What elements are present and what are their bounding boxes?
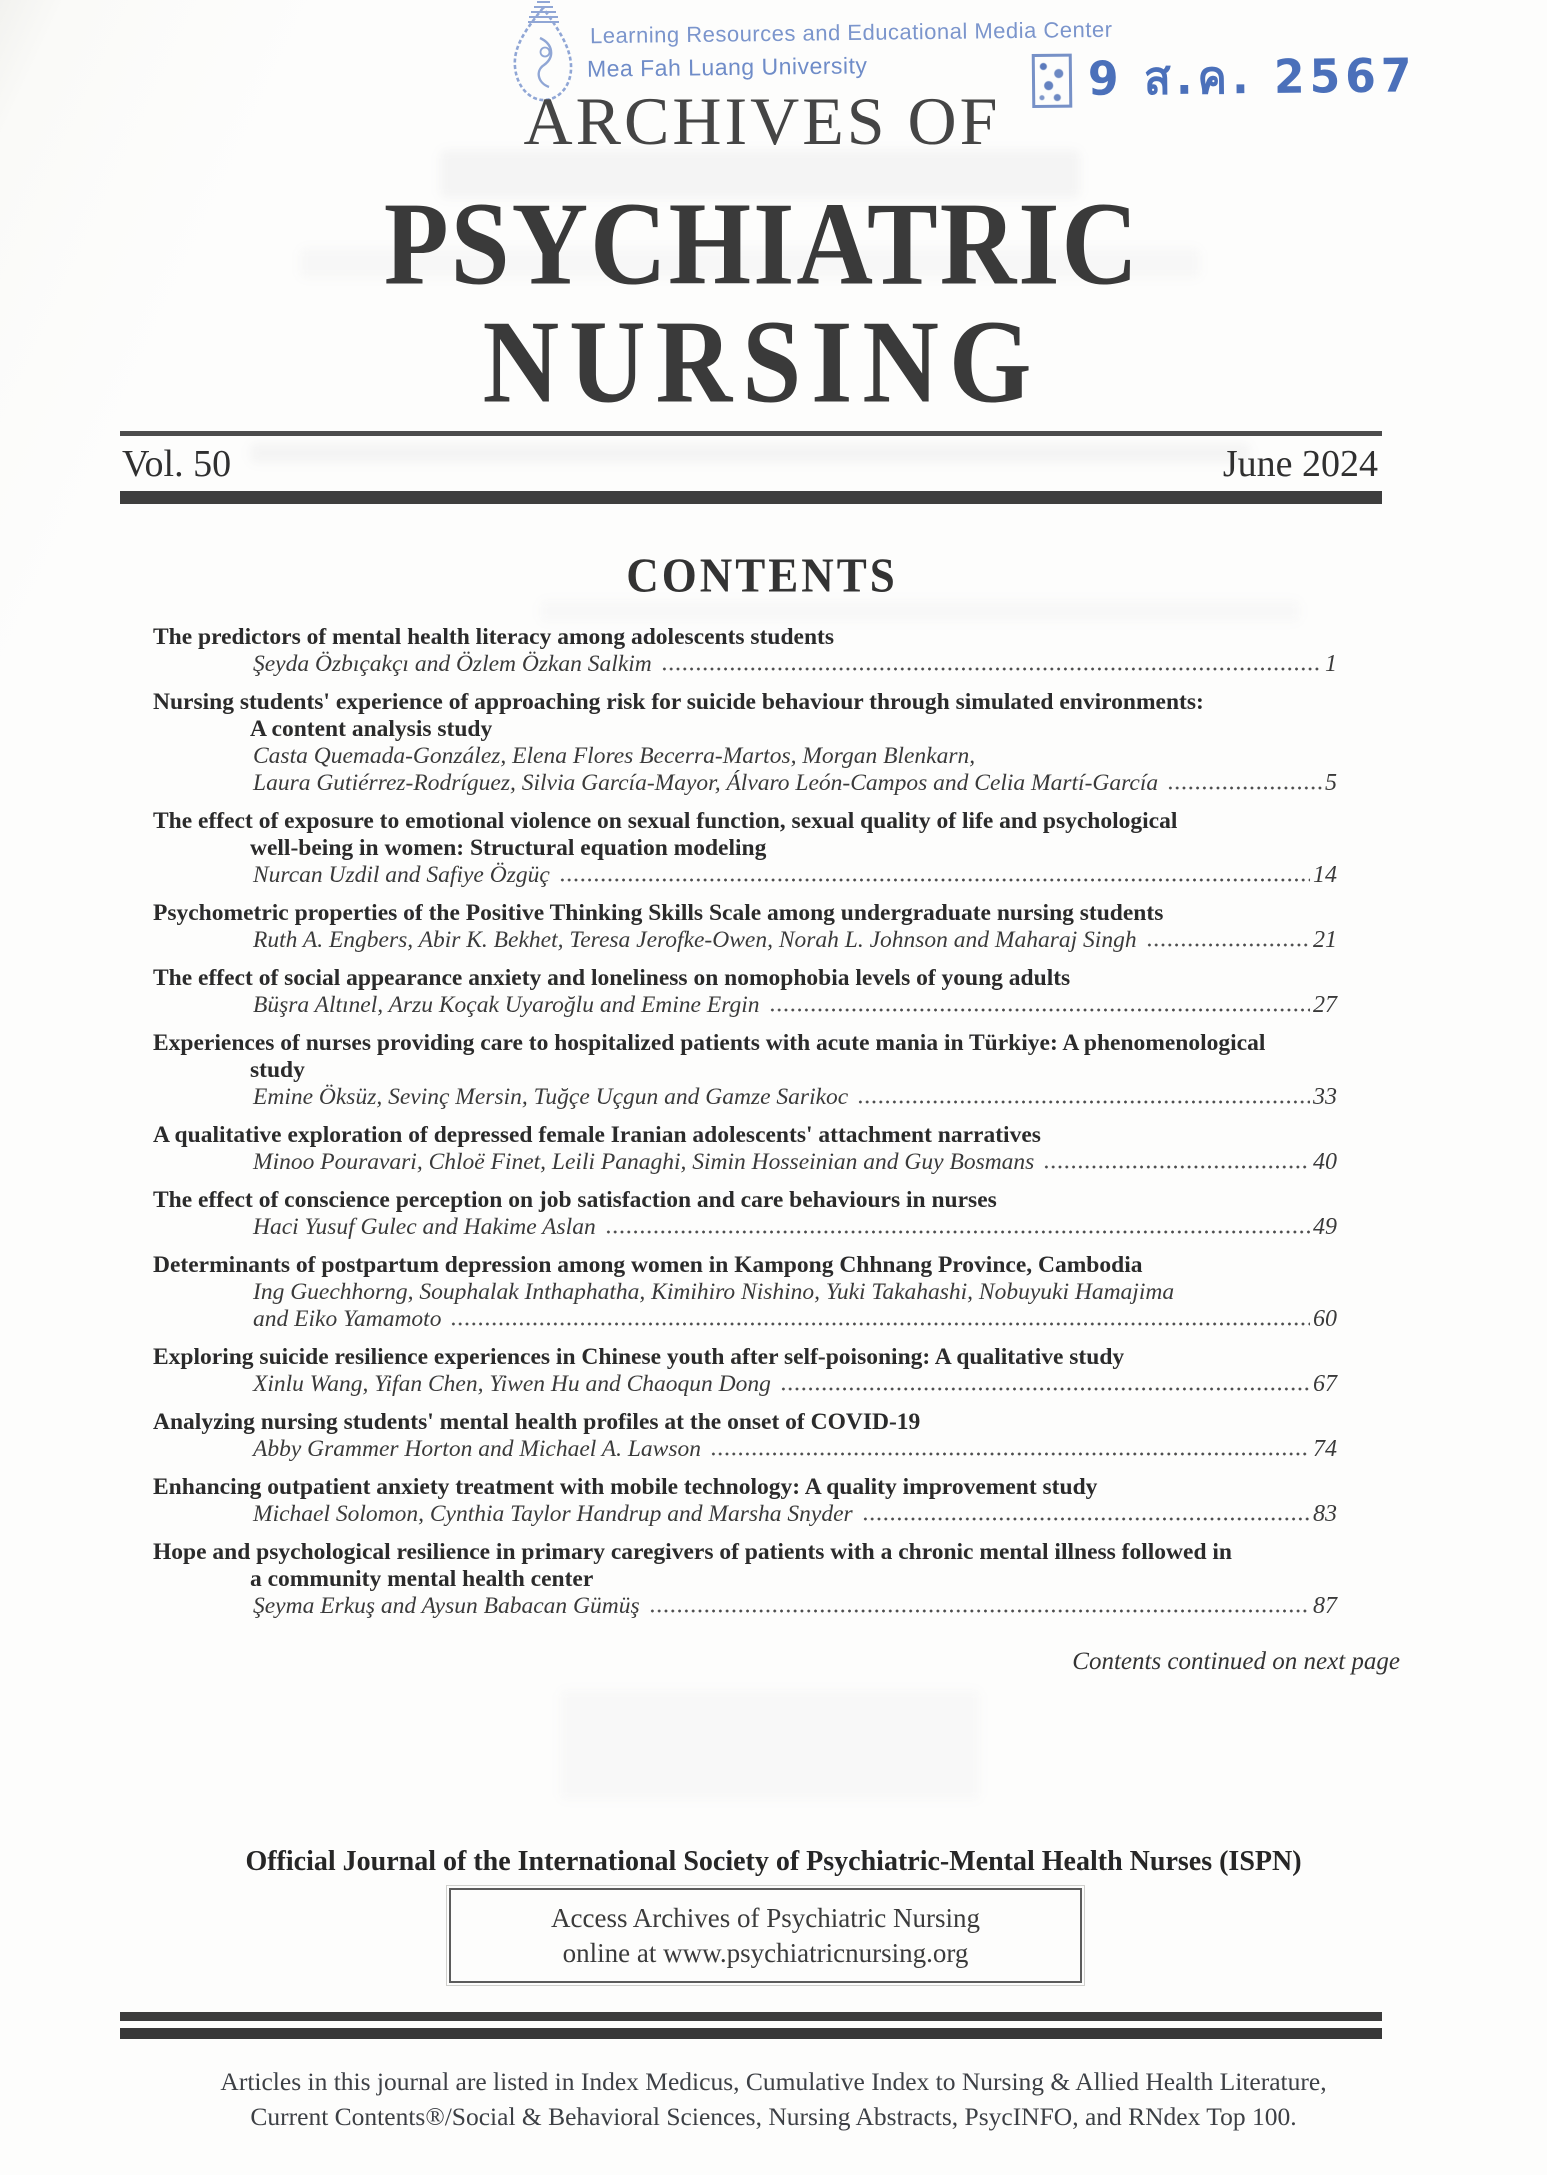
dotted-leader bbox=[559, 875, 1310, 885]
article-title-line: Determinants of postpartum depression among women in Kampong Chhnang Province, Cambodia bbox=[153, 1252, 1143, 1278]
page-number: 27 bbox=[1313, 992, 1337, 1018]
article-authors-row bbox=[153, 1371, 1337, 1398]
dotted-leader bbox=[1167, 783, 1322, 793]
toc-entry bbox=[153, 1409, 1337, 1463]
article-title-line: well-being in women: Structural equation modeling bbox=[250, 835, 767, 861]
toc-entry bbox=[153, 808, 1337, 889]
page-number: 40 bbox=[1313, 1149, 1337, 1175]
dotted-leader bbox=[769, 1005, 1310, 1015]
article-authors: Abby Grammer Horton and Michael A. Lawson bbox=[253, 1436, 702, 1462]
page-number: 33 bbox=[1313, 1084, 1337, 1110]
page-number: 21 bbox=[1313, 927, 1337, 953]
toc-entry bbox=[153, 1122, 1337, 1176]
contents-heading: CONTENTS bbox=[626, 548, 898, 603]
article-title-line: Exploring suicide resilience experiences in Chinese youth after self-poisoning: A qualitative study bbox=[153, 1344, 1125, 1370]
toc-entry bbox=[153, 1187, 1337, 1241]
article-authors-row bbox=[153, 862, 1337, 889]
toc-entry bbox=[153, 1474, 1337, 1528]
page-number: 1 bbox=[1325, 651, 1337, 677]
article-authors-row bbox=[153, 1501, 1337, 1528]
dotted-leader bbox=[661, 664, 1322, 674]
stamp-text-line: Mea Fah Luang University bbox=[586, 52, 868, 82]
dotted-leader bbox=[710, 1449, 1310, 1459]
article-title-line: The effect of conscience perception on job satisfaction and care behaviours in nurses bbox=[153, 1187, 997, 1213]
dotted-leader bbox=[450, 1319, 1310, 1329]
stamp-date: 9 ส.ค. 2567 bbox=[1087, 48, 1417, 107]
rule bbox=[120, 2028, 1382, 2039]
article-authors: Nurcan Uzdil and Safiye Özgüç bbox=[253, 862, 550, 888]
official-journal-line: Official Journal of the International Society of Psychiatric-Mental Health Nurses (ISPN) bbox=[245, 1846, 1302, 1877]
article-authors: Şeyma Erkuş and Aysun Babacan Gümüş bbox=[253, 1593, 640, 1619]
journal-title-line2: NURSING bbox=[482, 296, 1042, 428]
page-number: 60 bbox=[1313, 1306, 1337, 1332]
page-number: 49 bbox=[1313, 1214, 1337, 1240]
article-authors: Haci Yusuf Gulec and Hakime Aslan bbox=[253, 1214, 596, 1240]
article-authors-row bbox=[153, 1084, 1337, 1111]
dotted-leader bbox=[605, 1227, 1310, 1237]
dotted-leader bbox=[649, 1606, 1310, 1616]
article-authors: Michael Solomon, Cynthia Taylor Handrup and Marsha Snyder bbox=[253, 1501, 853, 1527]
page-number: 87 bbox=[1313, 1593, 1337, 1619]
article-title-line: The effect of exposure to emotional violence on sexual function, sexual quality of life and psychological bbox=[153, 808, 1178, 834]
page-number: 74 bbox=[1313, 1436, 1337, 1462]
article-authors: Ruth A. Engbers, Abir K. Bekhet, Teresa Jerofke-Owen, Norah L. Johnson and Maharaj Singh bbox=[253, 927, 1137, 953]
article-authors-line: Casta Quemada-González, Elena Flores Becerra-Martos, Morgan Blenkarn, bbox=[253, 743, 976, 769]
toc-entry bbox=[153, 624, 1337, 678]
article-title-line: Psychometric properties of the Positive Thinking Skills Scale among undergraduate nursing students bbox=[153, 900, 1164, 926]
footer-double-rule bbox=[120, 2012, 1382, 2039]
toc-entry bbox=[153, 1344, 1337, 1398]
article-title-line: Analyzing nursing students' mental health profiles at the onset of COVID-19 bbox=[153, 1409, 921, 1435]
article-title-line: study bbox=[250, 1057, 305, 1083]
article-authors-line: Ing Guechhorng, Souphalak Inthaphatha, Kimihiro Nishino, Yuki Takahashi, Nobuyuki Hamajima bbox=[253, 1279, 1175, 1305]
access-line1: Access Archives of Psychiatric Nursing bbox=[551, 1902, 980, 1933]
page-number: 5 bbox=[1325, 770, 1337, 796]
article-authors: Büşra Altınel, Arzu Koçak Uyaroğlu and Emine Ergin bbox=[253, 992, 760, 1018]
dotted-leader bbox=[862, 1514, 1310, 1524]
bleed-through-artifact bbox=[560, 1690, 980, 1800]
rule bbox=[120, 2012, 1382, 2021]
page-number: 67 bbox=[1313, 1371, 1337, 1397]
issue-bar bbox=[120, 431, 1382, 504]
dotted-leader bbox=[780, 1384, 1310, 1394]
toc-entry bbox=[153, 1252, 1337, 1333]
article-authors-row bbox=[153, 770, 1337, 797]
article-authors: Minoo Pouravari, Chloë Finet, Leili Panaghi, Simin Hosseinian and Guy Bosmans bbox=[253, 1149, 1035, 1175]
issue-date: June 2024 bbox=[1222, 443, 1378, 485]
masthead-supertitle: ARCHIVES OF bbox=[523, 83, 1001, 159]
article-authors-row bbox=[153, 1593, 1337, 1620]
toc-entry bbox=[153, 1030, 1337, 1111]
access-box bbox=[449, 1888, 1082, 1983]
article-authors: Şeyda Özbıçakçı and Özlem Özkan Salkim bbox=[253, 651, 652, 677]
journal-title-line1: PSYCHIATRIC bbox=[383, 178, 1141, 310]
rule bbox=[120, 491, 1382, 504]
page-number: 14 bbox=[1313, 862, 1337, 888]
dotted-leader bbox=[1146, 940, 1310, 950]
access-line2: online at www.psychiatricnursing.org bbox=[562, 1937, 969, 1968]
article-authors-row bbox=[153, 1306, 1337, 1333]
article-title-line: A qualitative exploration of depressed female Iranian adolescents' attachment narratives bbox=[153, 1122, 1041, 1148]
article-authors-row bbox=[153, 927, 1337, 954]
article-authors-row bbox=[153, 1149, 1337, 1176]
dotted-leader bbox=[857, 1097, 1310, 1107]
article-authors: and Eiko Yamamoto bbox=[253, 1306, 442, 1332]
page-number: 83 bbox=[1313, 1501, 1337, 1527]
bleed-through-artifact bbox=[540, 600, 1300, 622]
article-title-line: a community mental health center bbox=[250, 1566, 594, 1592]
article-title-line: Nursing students' experience of approaching risk for suicide behaviour through simulated environments: bbox=[153, 689, 1204, 715]
article-authors-row bbox=[153, 651, 1337, 678]
dotted-leader bbox=[1043, 1162, 1310, 1172]
article-title-line: Hope and psychological resilience in primary caregivers of patients with a chronic mental illness followed in bbox=[153, 1539, 1233, 1565]
toc-entry bbox=[153, 965, 1337, 1019]
stamp-text-line: Learning Resources and Educational Media Center bbox=[589, 16, 1113, 49]
article-title-line: The predictors of mental health literacy among adolescents students bbox=[153, 624, 835, 650]
indexing-note bbox=[80, 2064, 1467, 2134]
toc-entry bbox=[153, 689, 1337, 797]
article-authors: Xinlu Wang, Yifan Chen, Yiwen Hu and Chaoqun Dong bbox=[253, 1371, 771, 1397]
article-authors: Emine Öksüz, Sevinç Mersin, Tuğçe Uçgun and Gamze Sarikoc bbox=[253, 1084, 849, 1110]
toc-entry bbox=[153, 900, 1337, 954]
article-authors-row bbox=[153, 992, 1337, 1019]
toc-entry bbox=[153, 1539, 1337, 1620]
article-authors-row bbox=[153, 1214, 1337, 1241]
contents-continued-note: Contents continued on next page bbox=[1072, 1648, 1400, 1675]
article-title-line: Experiences of nurses providing care to hospitalized patients with acute mania in Türkiye: A phenomenological bbox=[153, 1030, 1266, 1056]
toc-list bbox=[153, 624, 1337, 1631]
indexing-note-line2: Current Contents®/Social & Behavioral Sciences, Nursing Abstracts, PsycINFO, and RNdex Top 100. bbox=[250, 2102, 1297, 2131]
article-title-line: Enhancing outpatient anxiety treatment with mobile technology: A quality improvement study bbox=[153, 1474, 1098, 1500]
article-authors: Laura Gutiérrez-Rodríguez, Silvia García-Mayor, Álvaro León-Campos and Celia Martí-García bbox=[253, 770, 1159, 796]
article-authors-row bbox=[153, 1436, 1337, 1463]
article-title-line: A content analysis study bbox=[250, 716, 493, 742]
volume-label: Vol. 50 bbox=[122, 443, 232, 485]
article-title-line: The effect of social appearance anxiety and loneliness on nomophobia levels of young adults bbox=[153, 965, 1071, 991]
indexing-note-line1: Articles in this journal are listed in Index Medicus, Cumulative Index to Nursing & Allied Health Literature, bbox=[220, 2067, 1327, 2096]
